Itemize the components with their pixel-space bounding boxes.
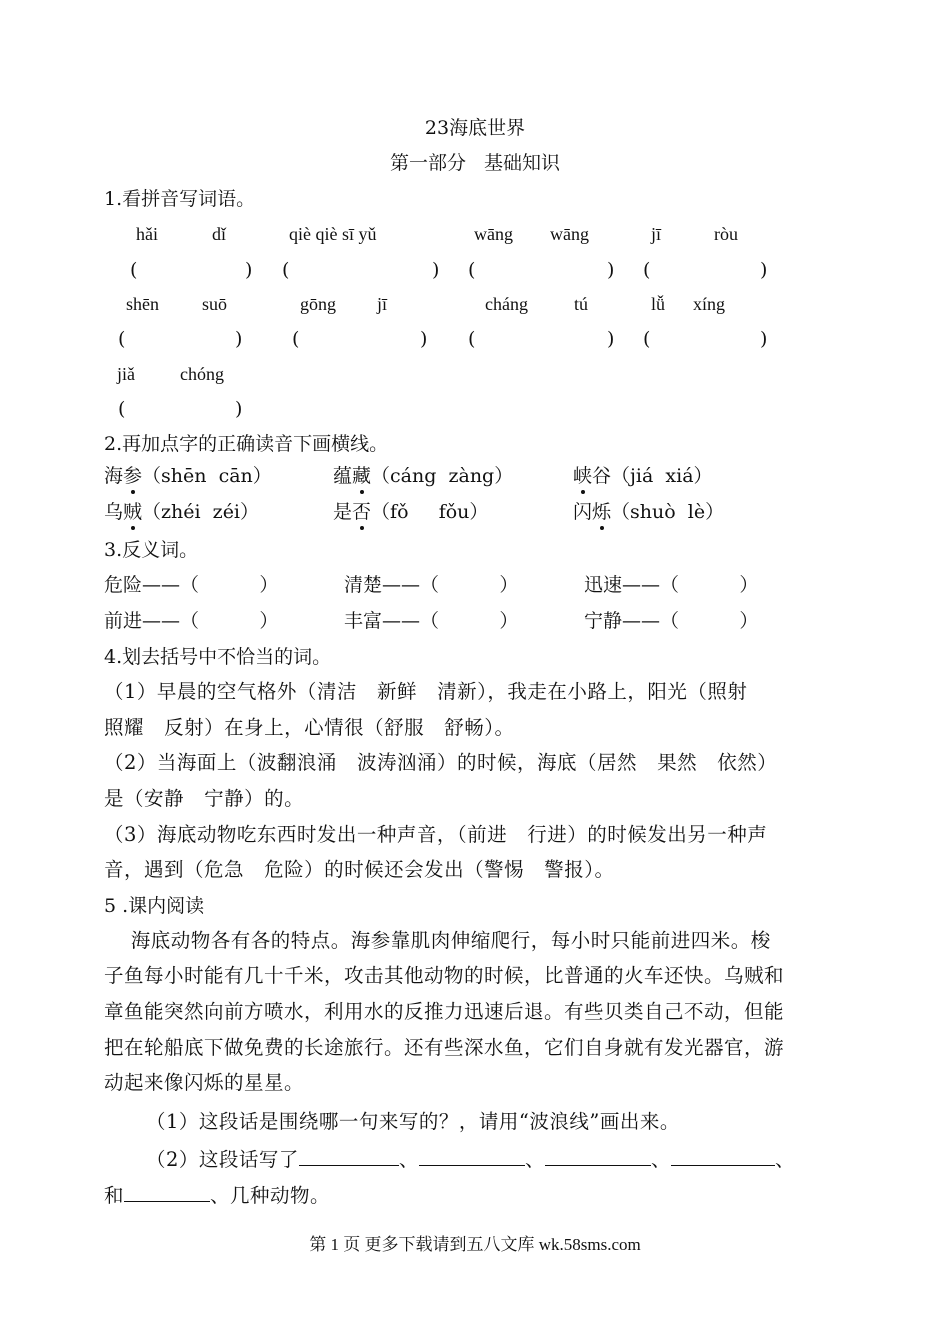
- dotted-char: 参: [123, 465, 143, 487]
- q2-item: [573, 464, 713, 488]
- answer-blank[interactable]: [671, 1147, 775, 1166]
- q2-item: [104, 464, 272, 488]
- dotted-char: 峡: [573, 465, 593, 487]
- pinyin: hǎi: [136, 224, 158, 244]
- pinyin: ròu: [714, 224, 738, 244]
- dotted-char: 藏: [352, 465, 372, 487]
- pinyin: shēn: [126, 294, 159, 314]
- pinyin: lǚ: [651, 294, 666, 314]
- paren-open: (: [468, 259, 476, 281]
- q2-item: [333, 500, 488, 524]
- q4-line: 是（安静 宁静）的。: [104, 787, 305, 810]
- q4-line: 照耀 反射）在身上，心情很（舒服 舒畅）。: [104, 716, 515, 739]
- pinyin: qiè qiè sī yǔ: [289, 224, 377, 244]
- paren-open: (: [292, 328, 300, 350]
- reading-options: （zhéi zéi）: [142, 501, 260, 523]
- antonym-item: 危险——（ ）: [104, 574, 279, 596]
- reading-options: （jiá xiá）: [611, 465, 713, 487]
- separator: 、: [774, 1148, 795, 1171]
- char: 乌: [104, 501, 124, 523]
- q2-item: [333, 464, 513, 488]
- dotted-char: 贼: [123, 501, 143, 523]
- paren-close: ): [607, 328, 615, 350]
- q5-and: 和: [104, 1184, 125, 1207]
- q4-line: （1）早晨的空气格外（清洁 新鲜 清新），我走在小路上，阳光（照射: [104, 680, 748, 703]
- reading-options: （cáng zàng）: [371, 465, 514, 487]
- paren-close: ): [432, 259, 440, 281]
- paren-open: (: [643, 328, 651, 350]
- q5-sub2-prefix: （2）这段话写了: [146, 1148, 299, 1171]
- q2-heading: 2.再加点字的正确读音下画横线。: [104, 433, 389, 455]
- q5-sub2-suffix: 、几种动物。: [210, 1184, 331, 1207]
- paren-close: ): [235, 328, 243, 350]
- page-title: 23海底世界: [424, 117, 526, 139]
- pinyin: chóng: [180, 364, 224, 384]
- char: 闪: [573, 501, 593, 523]
- q3-heading: 3.反义词。: [104, 539, 199, 561]
- antonym-item: 宁静——（ ）: [584, 610, 759, 632]
- separator: 、: [398, 1148, 419, 1171]
- pinyin: dǐ: [212, 224, 227, 244]
- pinyin: suō: [202, 294, 228, 314]
- page-footer: 第 1 页 更多下载请到五八文库 wk.58sms.com: [309, 1235, 641, 1254]
- paren-close: ): [760, 328, 768, 350]
- paren-open: (: [643, 259, 651, 281]
- paren-open: (: [118, 398, 126, 420]
- antonym-item: 迅速——（ ）: [584, 574, 759, 596]
- char: 海: [104, 465, 124, 487]
- passage-line: 章鱼能突然向前方喷水，利用水的反推力迅速后退。有些贝类自己不动，但能: [104, 1000, 785, 1023]
- passage-line: 动起来像闪烁的星星。: [104, 1071, 305, 1094]
- paren-open: (: [118, 328, 126, 350]
- q5-sub1: （1）这段话是围绕哪一句来写的？，请用“波浪线”画出来。: [146, 1110, 680, 1133]
- paren-open: (: [130, 259, 138, 281]
- q2-item: [573, 500, 724, 524]
- answer-blank[interactable]: [124, 1183, 210, 1202]
- answer-blank[interactable]: [299, 1147, 399, 1166]
- paren-open: (: [468, 328, 476, 350]
- pinyin: jī: [377, 294, 388, 314]
- paren-close: ): [235, 398, 243, 420]
- separator: 、: [650, 1148, 671, 1171]
- pinyin: wāng: [550, 224, 589, 244]
- char: 是: [333, 501, 353, 523]
- q4-line: （2）当海面上（波翻浪涌 波涛汹涌）的时候，海底（居然 果然 依然）: [104, 751, 778, 774]
- antonym-item: 清楚——（ ）: [344, 574, 519, 596]
- pinyin: jiǎ: [117, 364, 135, 384]
- reading-options: （fǒ fǒu）: [371, 501, 489, 523]
- char: 谷: [592, 465, 612, 487]
- passage-line: 海底动物各有各的特点。海参靠肌肉伸缩爬行，每小时只能前进四米。梭: [104, 929, 771, 952]
- pinyin: gōng: [300, 294, 336, 314]
- pinyin: jī: [651, 224, 662, 244]
- q2-item: [104, 500, 259, 524]
- section-subtitle: 第一部分 基础知识: [389, 152, 561, 174]
- paren-close: ): [420, 328, 428, 350]
- paren-open: (: [282, 259, 290, 281]
- reading-options: （shuò lè）: [611, 501, 725, 523]
- antonym-item: 前进——（ ）: [104, 610, 279, 632]
- q5-sub2: [146, 1147, 795, 1172]
- paren-close: ): [607, 259, 615, 281]
- reading-options: （shēn cān）: [142, 465, 272, 487]
- q4-heading: 4.划去括号中不恰当的词。: [104, 646, 332, 668]
- dotted-char: 烁: [592, 501, 612, 523]
- q4-line: 音，遇到（危急 危险）的时候还会发出（警惕 警报）。: [104, 858, 615, 881]
- pinyin: tú: [574, 294, 589, 314]
- pinyin: cháng: [485, 294, 528, 314]
- answer-blank[interactable]: [419, 1147, 525, 1166]
- dotted-char: 否: [352, 501, 372, 523]
- q5-sub2-cont: [104, 1183, 330, 1208]
- paren-close: ): [245, 259, 253, 281]
- pinyin: wāng: [474, 224, 513, 244]
- answer-blank[interactable]: [545, 1147, 651, 1166]
- q1-heading: 1.看拼音写词语。: [104, 188, 256, 210]
- passage-line: 子鱼每小时能有几十千米，攻击其他动物的时候，比普通的火车还快。乌贼和: [104, 964, 785, 987]
- separator: 、: [524, 1148, 545, 1171]
- char: 蕴: [333, 465, 353, 487]
- pinyin: xíng: [693, 294, 726, 314]
- q4-line: （3）海底动物吃东西时发出一种声音，（前进 行进）的时候发出另一种声: [104, 823, 768, 846]
- q5-heading: 5 .课内阅读: [104, 895, 205, 917]
- antonym-item: 丰富——（ ）: [344, 610, 519, 632]
- paren-close: ): [760, 259, 768, 281]
- passage-line: 把在轮船底下做免费的长途旅行。还有些深水鱼，它们自身就有发光器官，游: [104, 1036, 785, 1059]
